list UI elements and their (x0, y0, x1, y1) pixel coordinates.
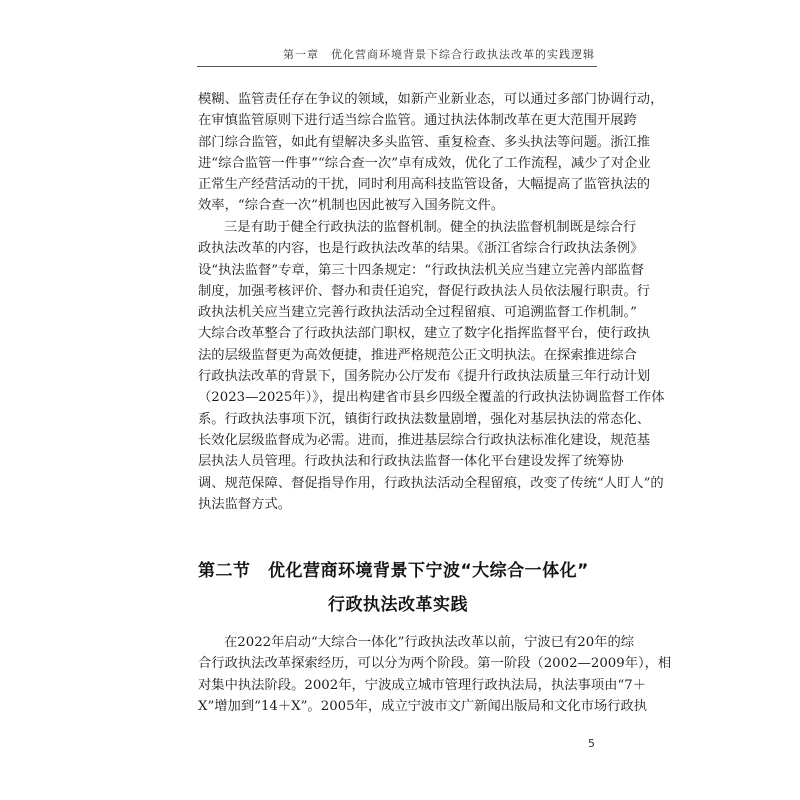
text-line: 执法监督方式。 (198, 496, 292, 512)
text-line: 制度，加强考核评价、督办和责任追究，督促行政执法人员依法履行职责。行 (198, 283, 651, 299)
paragraph-2 (198, 217, 665, 515)
text-line: 行政执法改革的背景下，国务院办公厅发布《提升行政执法质量三年行动计划 (198, 369, 651, 385)
text-line: 三是有助于健全行政执法的监督机制。健全的执法监督机制既是综合行 (224, 220, 637, 235)
text-line: 政执法机关应当建立完善行政执法活动全过程留痕、可追溯监督工作机制。” (198, 305, 637, 321)
text-line: 层执法人员管理。行政执法和行政执法监督一体化平台建设发挥了统筹协 (198, 454, 624, 470)
paragraph-3 (198, 632, 672, 717)
text-line: 对集中执法阶段。2002年，宁波成立城市管理行政执法局，执法事项由“7＋ (198, 677, 647, 693)
section-heading-line-1: 第二节 优化营商环境背景下宁波“大综合一体化” (198, 561, 589, 581)
text-line: 大综合改革整合了行政执法部门职权，建立了数字化指挥监督平台，使行政执 (198, 326, 651, 342)
text-line: 长效化层级监督成为必需。进而，推进基层综合行政执法标准化建设，规范基 (198, 432, 651, 448)
text-line: 法的层级监督更为高效便捷，推进严格规范公正文明执法。在探索推进综合 (198, 347, 637, 363)
text-line: X”增加到“14＋X”。2005年，成立宁波市文广新闻出版局和文化市场行政执 (198, 698, 648, 714)
paragraph-1 (198, 89, 664, 217)
text-line: 正常生产经营活动的干扰，同时利用高科技监管设备，大幅提高了监管执法的 (198, 177, 651, 193)
header-rule (197, 66, 597, 67)
section-heading (198, 556, 598, 620)
running-header: 第一章 优化营商环境背景下综合行政执法改革的实践逻辑 (283, 48, 595, 61)
section-heading-line-2: 行政执法改革实践 (328, 595, 468, 615)
text-line: 在2022年启动“大综合一体化”行政执法改革以前，宁波已有20年的综 (224, 635, 635, 650)
page-number: 5 (588, 737, 595, 750)
text-line: 部门综合监管，如此有望解决多头监管、重复检查、多头执法等问题。浙江推 (198, 134, 651, 150)
text-line: 效率，“综合查一次”机制也因此被写入国务院文件。 (198, 198, 505, 214)
text-line: 系。行政执法事项下沉，镇街行政执法数量剧增，强化对基层执法的常态化、 (198, 411, 651, 427)
text-line: （2023—2025年）》，提出构建省市县乡四级全覆盖的行政执法协调监督工作体 (198, 390, 665, 406)
text-line: 进“综合监管一件事”“综合查一次”卓有成效，优化了工作流程，减少了对企业 (198, 155, 651, 171)
text-line: 模糊、监管责任存在争议的领域，如新产业新业态，可以通过多部门协调行动， (198, 92, 664, 107)
text-line: 合行政执法改革探索经历，可以分为两个阶段。第一阶段（2002—2009年），相 (198, 656, 672, 672)
text-line: 在审慎监管原则下进行适当综合监管。通过执法体制改革在更大范围开展跨 (198, 113, 637, 129)
text-line: 设“执法监督”专章，第三十四条规定：“行政执法机关应当建立完善内部监督 (198, 262, 644, 278)
text-line: 政执法改革的内容，也是行政执法改革的结果。《浙江省综合行政执法条例》 (198, 241, 644, 257)
text-line: 调、规范保障、督促指导作用，行政执法活动全程留痕，改变了传统“人盯人”的 (198, 475, 664, 491)
